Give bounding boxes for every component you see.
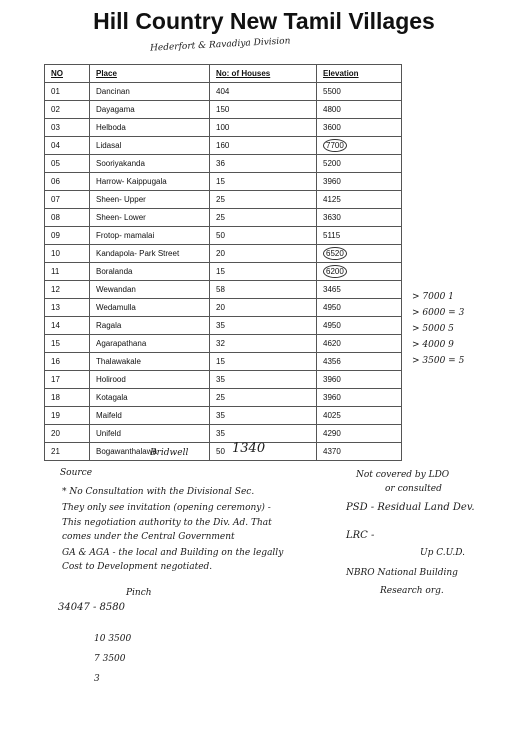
header-houses: No: of Houses [210,65,317,83]
cell-houses: 150 [210,101,317,119]
cell-no: 17 [45,371,90,389]
table-row [45,137,402,155]
table-row [45,83,402,101]
table-row [45,191,402,209]
cell-houses: 160 [210,137,317,155]
table-row [45,119,402,137]
note-right: Research org. [380,586,444,596]
table-header-row [45,65,402,83]
cell-no: 01 [45,83,90,101]
note-line: comes under the Central Government [62,532,235,542]
cell-houses: 20 [210,299,317,317]
table-row [45,389,402,407]
cell-place: Sheen- Upper [90,191,210,209]
cell-elevation: 5115 [317,227,402,245]
cell-place: Harrow- Kaippugala [90,173,210,191]
margin-tally: > 4000 9 [412,340,454,350]
header-place: Place [90,65,210,83]
cell-no: 14 [45,317,90,335]
note-line: They only see invitation (opening ceremony) - [62,503,271,513]
cell-elevation: 3960 [317,389,402,407]
cell-place: Lidasal [90,137,210,155]
margin-tally: > 7000 1 [412,292,454,302]
cell-no: 06 [45,173,90,191]
cell-elevation: 3630 [317,209,402,227]
cell-elevation: 3600 [317,119,402,137]
table-row [45,263,402,281]
cell-elevation: 4290 [317,425,402,443]
cell-no: 02 [45,101,90,119]
bottom-note: 10 3500 [94,634,132,644]
cell-no: 15 [45,335,90,353]
cell-houses: 50 [210,443,317,461]
table-row [45,155,402,173]
header-no: NO [45,65,90,83]
cell-no: 21 [45,443,90,461]
cell-no: 04 [45,137,90,155]
cell-elevation: 4620 [317,335,402,353]
cell-no: 20 [45,425,90,443]
cell-houses: 15 [210,173,317,191]
cell-houses: 404 [210,83,317,101]
cell-elevation: 3960 [317,371,402,389]
cell-houses: 25 [210,209,317,227]
table-row [45,299,402,317]
note-right: Not covered by LDO [356,470,450,480]
cell-place: Helboda [90,119,210,137]
table-row [45,353,402,371]
cell-elevation: 4025 [317,407,402,425]
cell-no: 05 [45,155,90,173]
row21-total: 1340 [232,441,266,456]
bottom-note: 3 [94,674,100,684]
table-row [45,281,402,299]
cell-houses: 35 [210,317,317,335]
cell-houses: 15 [210,353,317,371]
table-row [45,227,402,245]
cell-place: Holirood [90,371,210,389]
cell-no: 03 [45,119,90,137]
row21-place-note: Bridwell [150,448,189,458]
cell-place: Ragala [90,317,210,335]
bottom-note: 7 3500 [94,654,126,664]
note-right: NBRO National Building [346,568,458,578]
cell-houses: 35 [210,425,317,443]
note-right: Up C.U.D. [420,548,466,558]
cell-elevation: 4950 [317,299,402,317]
cell-place: Maifeld [90,407,210,425]
table-row [45,209,402,227]
cell-elevation: 4800 [317,101,402,119]
table-row [45,425,402,443]
cell-elevation [317,245,402,263]
cell-houses: 100 [210,119,317,137]
note-right: PSD - Residual Land Dev. [346,502,475,513]
note-right: or consulted [385,484,442,494]
table-row [45,173,402,191]
note-line: GA & AGA - the local and Building on the legally [62,548,284,558]
cell-elevation: 5200 [317,155,402,173]
margin-tally: > 3500 = 5 [412,356,465,366]
circled-elevation: 7700 [323,139,347,152]
handwritten-subtitle: Hederfort & Ravadiya Division [149,36,291,54]
cell-no: 09 [45,227,90,245]
cell-place: Thalawakale [90,353,210,371]
cell-place: Unifeld [90,425,210,443]
cell-houses: 35 [210,371,317,389]
cell-houses: 35 [210,407,317,425]
cell-place: Dayagama [90,101,210,119]
cell-no: 10 [45,245,90,263]
cell-place: Wedamulla [90,299,210,317]
cell-place: Wewandan [90,281,210,299]
margin-tally: > 5000 5 [412,324,454,334]
cell-no: 16 [45,353,90,371]
cell-elevation [317,263,402,281]
cell-place: Bogawanthalawa [90,443,210,461]
cell-no: 13 [45,299,90,317]
note-line: This negotiation authority to the Div. Ad. That [62,518,272,528]
cell-houses: 25 [210,389,317,407]
table-row [45,443,402,461]
table-row [45,335,402,353]
cell-houses: 15 [210,263,317,281]
cell-place: Sheen- Lower [90,209,210,227]
cell-place: Dancinan [90,83,210,101]
cell-elevation: 4370 [317,443,402,461]
circled-elevation: 6200 [323,265,347,278]
bottom-note: 34047 - 8580 [58,602,125,613]
margin-tally: > 6000 = 3 [412,308,465,318]
table-row [45,371,402,389]
cell-elevation: 5500 [317,83,402,101]
cell-no: 11 [45,263,90,281]
table-row [45,407,402,425]
cell-houses: 20 [210,245,317,263]
header-elevation: Elevation [317,65,402,83]
cell-elevation: 3465 [317,281,402,299]
cell-houses: 25 [210,191,317,209]
villages-table [44,64,402,461]
cell-place: Kandapola- Park Street [90,245,210,263]
cell-place: Boralanda [90,263,210,281]
cell-place: Kotagala [90,389,210,407]
cell-elevation: 4950 [317,317,402,335]
page-title: Hill Country New Tamil Villages [93,8,435,34]
cell-place: Frotop- mamalai [90,227,210,245]
cell-place: Agarapathana [90,335,210,353]
table-row [45,245,402,263]
cell-no: 08 [45,209,90,227]
cell-elevation: 3960 [317,173,402,191]
cell-elevation [317,137,402,155]
cell-place: Sooriyakanda [90,155,210,173]
table-row [45,317,402,335]
cell-houses: 32 [210,335,317,353]
source-label: Source [60,468,93,478]
cell-no: 18 [45,389,90,407]
cell-elevation: 4356 [317,353,402,371]
bottom-note: Pinch [126,588,152,598]
cell-elevation: 4125 [317,191,402,209]
note-line: * No Consultation with the Divisional Sec. [62,487,255,497]
table-row [45,101,402,119]
cell-no: 07 [45,191,90,209]
cell-houses: 50 [210,227,317,245]
circled-elevation: 6520 [323,247,347,260]
cell-houses: 58 [210,281,317,299]
note-line: Cost to Development negotiated. [62,562,213,572]
note-right: LRC - [346,530,375,541]
cell-no: 19 [45,407,90,425]
cell-houses: 36 [210,155,317,173]
cell-no: 12 [45,281,90,299]
